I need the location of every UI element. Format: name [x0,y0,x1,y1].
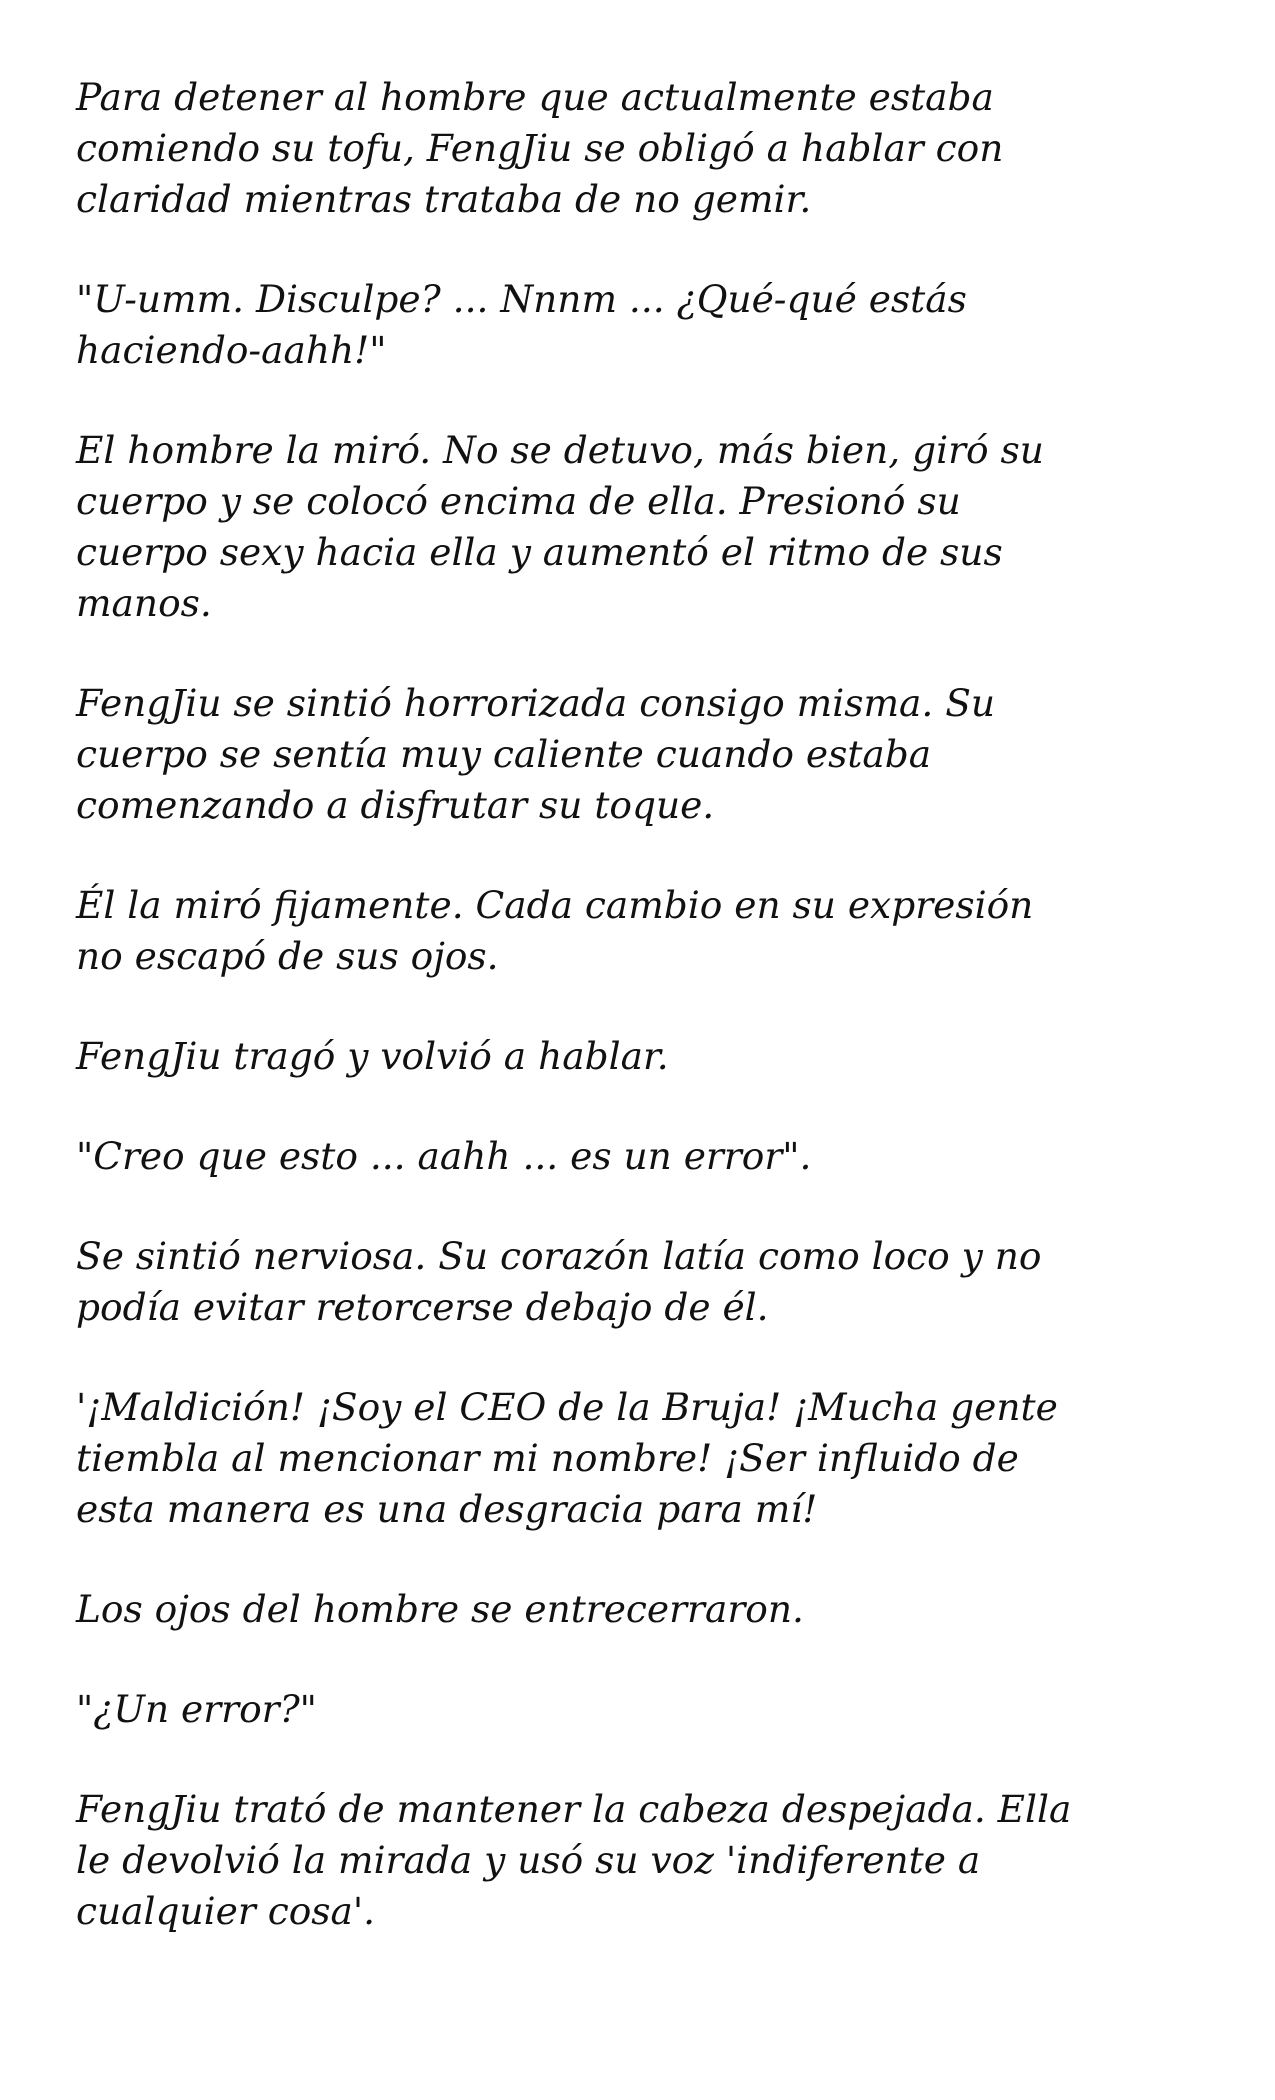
paragraph-11: "¿Un error?" [76,1687,317,1731]
paragraph-4: FengJiu se sintió horrorizada consigo misma. Su cuerpo se sentía muy caliente cuando estaba comenzando a disfrutar su toque. [76,681,996,827]
paragraph-3: El hombre la miró. No se detuvo, más bien, giró su cuerpo y se colocó encima de ella. Presionó su cuerpo sexy hacia ella y aumentó el ritmo de sus manos. [76,428,1044,625]
paragraph-5: Él la miró fijamente. Cada cambio en su expresión no escapó de sus ojos. [76,883,1034,978]
paragraph-2: "U-umm. Disculpe? ... Nnnm ... ¿Qué-qué estás haciendo-aahh!" [76,277,967,372]
paragraph-12: FengJiu trató de mantener la cabeza despejada. Ella le devolvió la mirada y usó su voz 'indiferente a cualquier cosa'. [76,1787,1072,1933]
paragraph-6: FengJiu tragó y volvió a hablar. [76,1034,669,1078]
paragraph-8: Se sintió nerviosa. Su corazón latía como loco y no podía evitar retorcerse debajo de él. [76,1234,1042,1329]
paragraph-10: Los ojos del hombre se entrecerraron. [76,1587,804,1631]
paragraph-9: '¡Maldición! ¡Soy el CEO de la Bruja! ¡Mucha gente tiembla al mencionar mi nombre! ¡Ser influido de esta manera es una desgracia para mí! [76,1385,1058,1531]
paragraph-1: Para detener al hombre que actualmente estaba comiendo su tofu, FengJiu se obligó a hablar con claridad mientras trataba de no gemir. [76,75,1004,221]
paragraph-7: "Creo que esto ... aahh ... es un error". [76,1134,812,1178]
